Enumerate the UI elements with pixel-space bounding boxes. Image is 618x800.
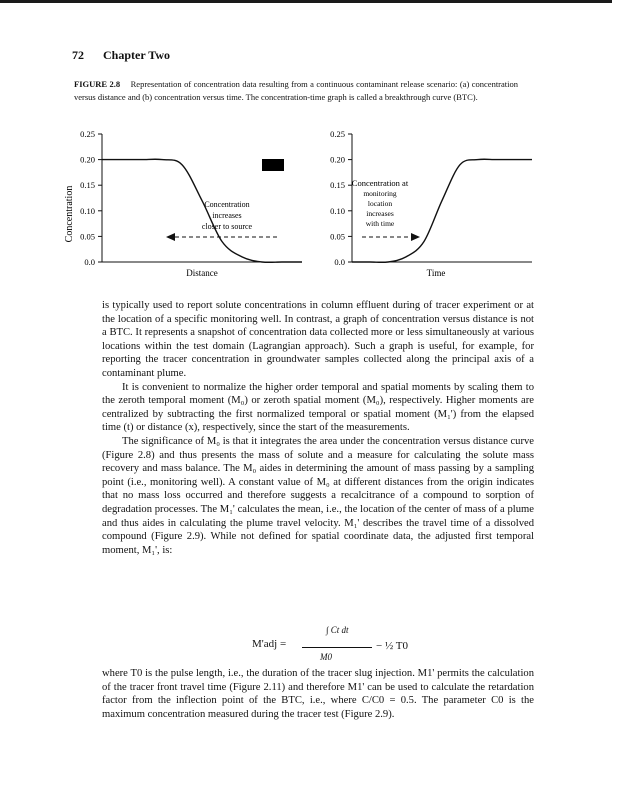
running-header — [72, 48, 170, 63]
body-text — [102, 299, 534, 557]
right-annotation-line-3: location — [367, 199, 393, 208]
left-ytick-label: 0.0 — [84, 257, 95, 267]
left-annotation-line-1: Concentration — [204, 200, 250, 209]
right-annotation-line-5: with time — [365, 219, 395, 228]
left-ylabel: Concentration — [64, 185, 75, 243]
black-marker — [262, 159, 284, 171]
fraction-bar — [302, 647, 372, 648]
right-annotation-line-1: Concentration at — [351, 178, 409, 188]
equation-tail: − ½ T0 — [376, 640, 408, 652]
right-ytick-label: 0.20 — [330, 154, 345, 165]
caption-text: Representation of concentration data resulting from a continuous contaminant release scenario: (a) concentration versus distance and (b) concentration versus time. The concentration-time graph is called a breakthrough curve (BTC). — [74, 79, 519, 102]
right-annotation-line-4: increases — [366, 209, 394, 218]
right-xlabel: Time — [426, 268, 446, 278]
right-ytick-label: 0.10 — [330, 205, 345, 216]
right-ytick-label: 0.0 — [334, 257, 345, 267]
left-panel — [64, 129, 302, 278]
figure-2-8 — [62, 124, 542, 284]
right-annotation-line-2: monitoring — [363, 189, 397, 198]
figure-caption — [74, 78, 518, 104]
left-ytick-label: 0.15 — [80, 180, 95, 191]
right-ytick-label: 0.15 — [330, 180, 345, 191]
right-panel — [330, 129, 532, 278]
equation-denominator: M0 — [320, 652, 332, 662]
body-text-continued — [102, 667, 534, 721]
left-ytick-label: 0.05 — [80, 231, 95, 242]
left-xlabel: Distance — [186, 268, 218, 278]
paragraph-2: It is convenient to normalize the higher order temporal and spatial moments by scaling them to the zeroth temporal moment (M₀) or zeroth spatial moment (M₀), respectively. Higher moments are centralized by subtracting the first normalized temporal or spatial moment (M₁') from the elapsed time (t) or distance (x), respectively, since the start of the measurements. — [102, 381, 534, 434]
paragraph-1: is typically used to report solute concentrations in column effluent during of tracer experiment or at the location of a specific monitoring well. In contrast, a graph of concentration versus distance is not a BTC. It represents a snapshot of concentration data collected more or less simultaneously at various locations within the test domain (Lagrangian approach). Such a graph is useful, for example, for reporting the tracer concentration in groundwater samples collected along the principal axis of a contaminant plume. — [102, 300, 534, 379]
right-arrow-head — [411, 233, 420, 241]
equation — [252, 622, 422, 666]
caption-label: FIGURE 2.8 — [74, 79, 121, 89]
chapter-title: Chapter Two — [103, 48, 171, 62]
left-arrow-head — [166, 233, 175, 241]
equation-numerator: ∫ Ct dt — [326, 625, 349, 635]
equation-lhs: M'adj = — [252, 638, 287, 650]
left-annotation-line-2: increases — [212, 211, 242, 220]
left-annotation-line-3: closer to source — [201, 222, 253, 231]
left-ytick-label: 0.25 — [80, 129, 95, 139]
right-ytick-label: 0.25 — [330, 129, 345, 139]
left-ytick-label: 0.20 — [80, 154, 95, 165]
paragraph-3: The significance of M₀ is that it integrates the area under the concentration versus distance curve (Figure 2.8) and thus presents the mass of solute and a measure for calculating the solute mass recovery and mass balance. The M₀ aides in determining the amount of mass passing by a sampling point (i.e., monitoring well). A constant value of M₀ at different distances from the origin indicates that no mass loss occurred and therefore suggests a recalcitrance of a compound to sorption of degradation processes. The M₁' calculates the mean, i.e., the location of the center of mass of a plume and thus aides in calculating the plume travel velocity. M₁' describes the travel time of a dissolved compound (Figure 2.9). While not defined for spatial coordinate data, the adjusted first temporal moment, M₁', is: — [102, 435, 534, 556]
page-number: 72 — [72, 48, 84, 62]
paragraph-4: where T0 is the pulse length, i.e., the duration of the tracer slug injection. M1' permits the calculation of the tracer front travel time (Figure 2.11) and therefore M1' can be used to calculate the retardation factor from the inflection point of the BTC, i.e., where C/C0 = 0.5. The parameter C0 is the maximum concentration measured during the tracer test (Figure 2.9). — [102, 668, 534, 720]
top-rule — [0, 0, 612, 3]
left-ytick-label: 0.10 — [80, 205, 95, 216]
left-series-line — [102, 159, 302, 262]
right-ytick-label: 0.05 — [330, 231, 345, 242]
